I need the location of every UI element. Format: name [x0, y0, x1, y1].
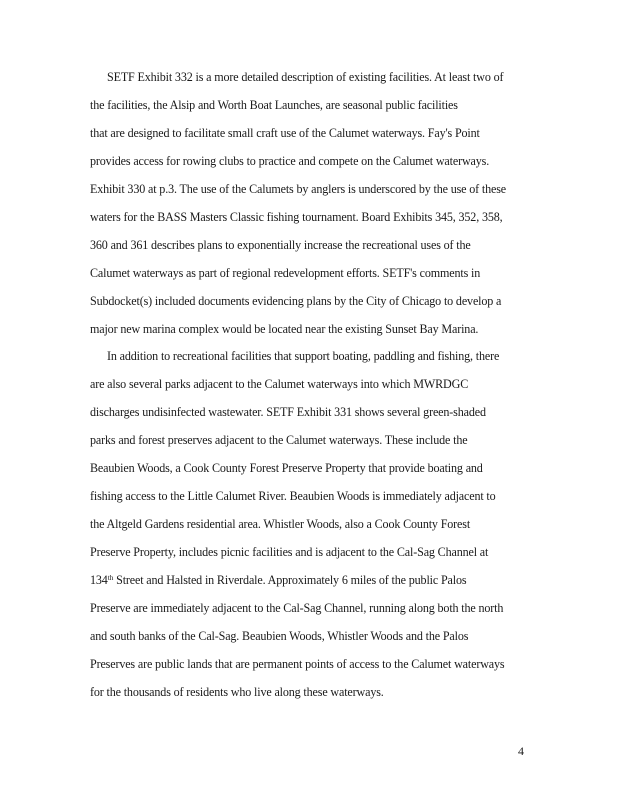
text-line: the facilities, the Alsip and Worth Boat Launches, are seasonal public facilities	[90, 98, 458, 112]
text-line: In addition to recreational facilities that support boating, paddling and fishing, there	[107, 349, 500, 363]
text-line: fishing access to the Little Calumet River. Beaubien Woods is immediately adjacent to	[90, 489, 496, 503]
text-line: Beaubien Woods, a Cook County Forest Preserve Property that provide boating and	[90, 461, 483, 475]
street-number: 134	[90, 573, 108, 587]
text-line	[90, 573, 466, 587]
text-line: provides access for rowing clubs to practice and compete on the Calumet waterways.	[90, 154, 490, 168]
text-line: major new marina complex would be located near the existing Sunset Bay Marina.	[90, 322, 479, 336]
text-line: are also several parks adjacent to the Calumet waterways into which MWRDGC	[90, 377, 469, 391]
text-line: that are designed to facilitate small craft use of the Calumet waterways. Fay's Point	[90, 126, 480, 140]
text-line: Calumet waterways as part of regional redevelopment efforts. SETF's comments in	[90, 266, 481, 280]
text-line: Preserve Property, includes picnic facilities and is adjacent to the Cal-Sag Channel at	[90, 545, 489, 559]
text-line: discharges undisinfected wastewater. SETF Exhibit 331 shows several green-shaded	[90, 405, 486, 419]
page-number: 4	[518, 744, 524, 758]
text-line: Subdocket(s) included documents evidencing plans by the City of Chicago to develop a	[90, 294, 502, 308]
text-line: waters for the BASS Masters Classic fishing tournament. Board Exhibits 345, 352, 358,	[90, 210, 503, 224]
text-line: for the thousands of residents who live along these waterways.	[90, 685, 384, 699]
text-line: Preserves are public lands that are permanent points of access to the Calumet waterways	[90, 657, 505, 671]
text-line: 360 and 361 describes plans to exponentially increase the recreational uses of the	[90, 238, 471, 252]
text-line: the Altgeld Gardens residential area. Whistler Woods, also a Cook County Forest	[90, 517, 471, 531]
line-remainder: Street and Halsted in Riverdale. Approximately 6 miles of the public Palos	[113, 573, 467, 587]
text-line: Exhibit 330 at p.3. The use of the Calumets by anglers is underscored by the use of these	[90, 182, 506, 196]
text-line: Preserve are immediately adjacent to the Cal-Sag Channel, running along both the north	[90, 601, 504, 615]
text-line: parks and forest preserves adjacent to the Calumet waterways. These include the	[90, 433, 468, 447]
ordinal-suffix: th	[107, 573, 114, 582]
text-line: SETF Exhibit 332 is a more detailed description of existing facilities. At least two of	[107, 70, 504, 84]
text-line: and south banks of the Cal-Sag. Beaubien Woods, Whistler Woods and the Palos	[90, 629, 469, 643]
